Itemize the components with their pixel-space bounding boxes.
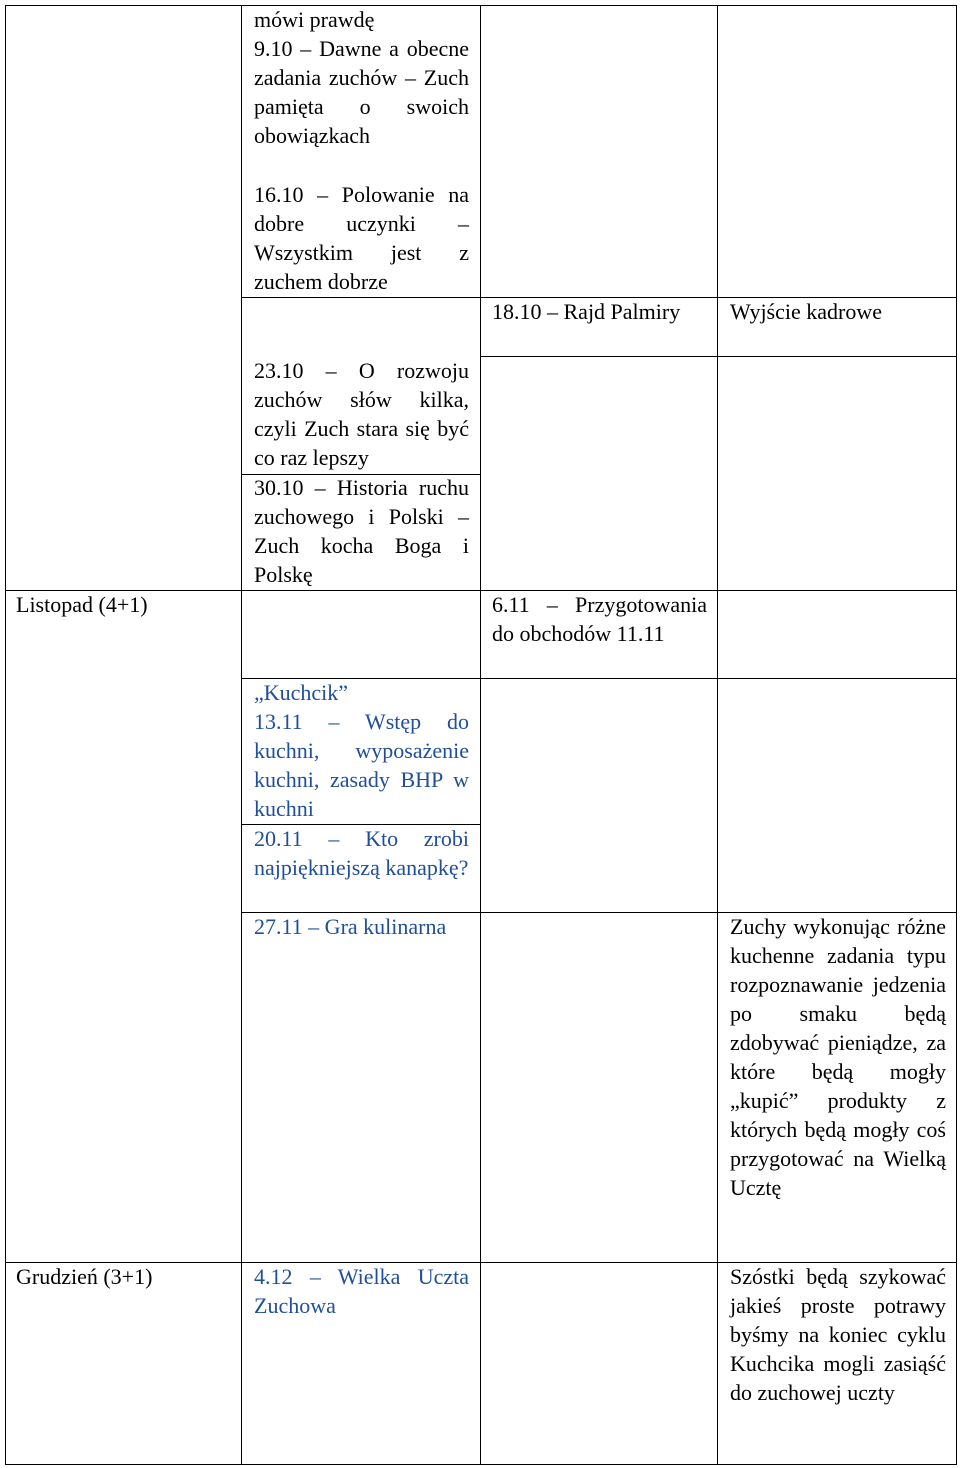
activity-cell xyxy=(254,34,469,150)
month-label: Listopad (4+1) xyxy=(16,592,148,617)
month-label: Grudzień (3+1) xyxy=(16,1264,153,1289)
activity-cell xyxy=(254,356,469,472)
month-cell xyxy=(16,1262,236,1291)
event-text: 18.10 – Rajd Palmiry xyxy=(492,299,681,324)
border xyxy=(480,5,481,1465)
border xyxy=(5,1464,957,1465)
activity-cell xyxy=(254,473,469,589)
activity-cell xyxy=(254,180,469,296)
activity-text: 13.11 – Wstęp do kuchni, wyposażenie kuchni, zasady BHP w kuchni xyxy=(254,709,469,821)
activity-cell xyxy=(254,1262,469,1320)
activity-text: 30.10 – Historia ruchu zuchowego i Polski – Zuch kocha Boga i Polskę xyxy=(254,475,469,587)
activity-cell xyxy=(254,912,469,941)
note-text: Szóstki będą szykować jakieś proste potrawy byśmy na koniec cyklu Kuchcika mogli zasiąść do zuchowej uczty xyxy=(730,1264,946,1405)
note-cell xyxy=(730,297,946,326)
border xyxy=(956,5,957,1465)
activity-text: 27.11 – Gra kulinarna xyxy=(254,914,447,939)
activity-text: 20.11 – Kto zrobi najpiękniejszą kanapkę? xyxy=(254,826,469,880)
activity-cell xyxy=(254,678,469,823)
border xyxy=(717,5,718,1465)
activity-cell xyxy=(254,824,469,882)
note-text: Wyjście kadrowe xyxy=(730,299,883,324)
activity-text: 16.10 – Polowanie na dobre uczynki – Wszystkim jest z zuchem dobrze xyxy=(254,182,469,294)
event-cell xyxy=(492,590,707,648)
activity-cell xyxy=(254,5,469,34)
note-cell xyxy=(730,1262,946,1407)
event-text: 6.11 – Przygotowania do obchodów 11.11 xyxy=(492,592,707,646)
border xyxy=(5,5,957,6)
activity-text: 23.10 – O rozwoju zuchów słów kilka, czyli Zuch stara się być co raz lepszy xyxy=(254,358,469,470)
cycle-title: „Kuchcik” xyxy=(254,680,349,705)
activity-text: 9.10 – Dawne a obecne zadania zuchów – Zuch pamięta o swoich obowiązkach xyxy=(254,36,469,148)
activity-text: 4.12 – Wielka Uczta Zuchowa xyxy=(254,1264,469,1318)
activity-text: mówi prawdę xyxy=(254,7,375,32)
border xyxy=(241,5,242,1465)
event-cell xyxy=(492,297,707,326)
note-cell xyxy=(730,912,946,1202)
month-cell xyxy=(16,590,236,619)
note-text: Zuchy wykonując różne kuchenne zadania typu rozpoznawanie jedzenia po smaku będą zdobywać pieniądze, za które będą mogły „kupić” produkty z których będą mogły coś przygotować na Wielką Ucztę xyxy=(730,914,946,1200)
border xyxy=(480,356,957,357)
border xyxy=(5,5,6,1465)
